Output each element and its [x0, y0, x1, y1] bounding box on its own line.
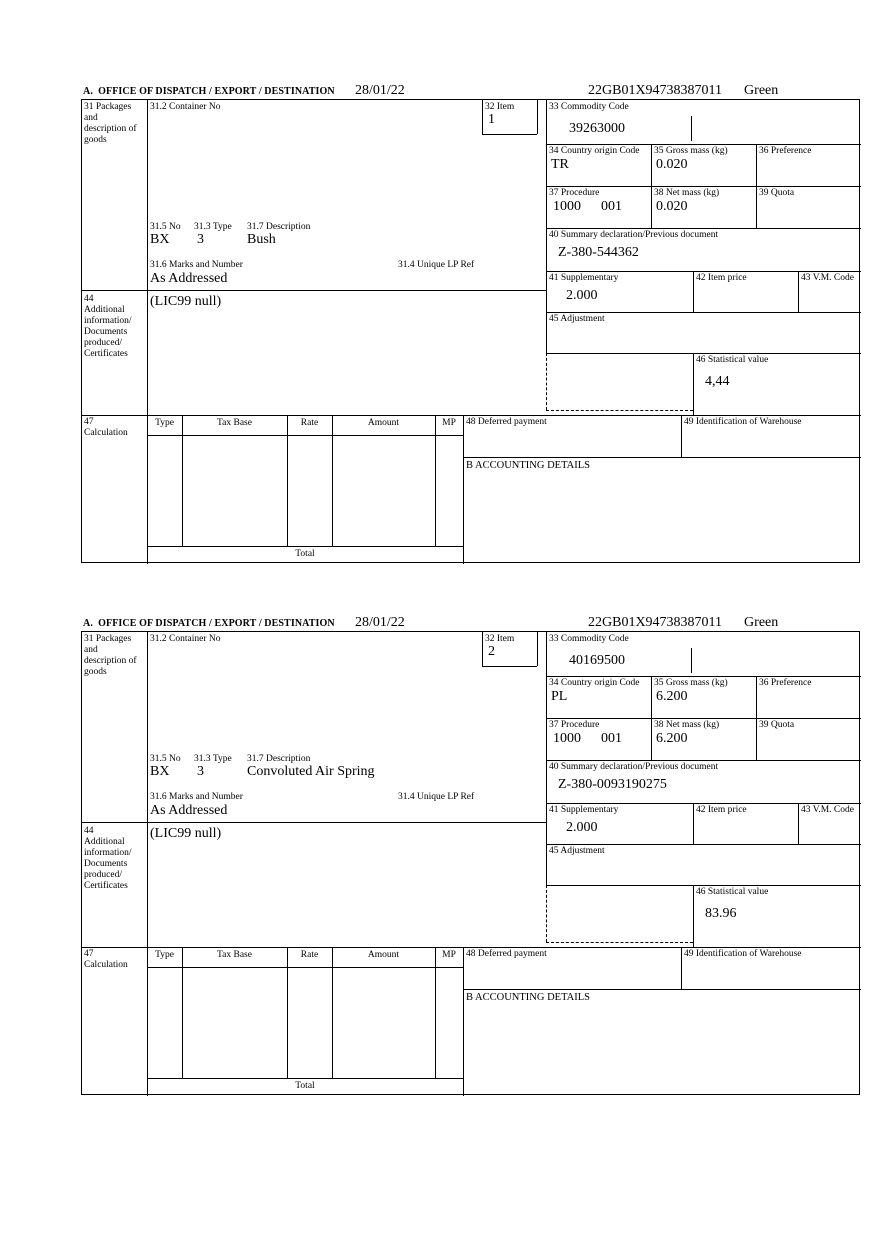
row-37-40-divider	[546, 760, 861, 761]
col-41-42-divider	[693, 271, 694, 312]
box43-label: 43 V.M. Code	[801, 273, 854, 283]
row-41-45-divider	[546, 844, 861, 845]
dispatch-date-value: 28/01/22	[355, 83, 405, 98]
procedure-extra-value: 001	[601, 731, 622, 746]
box47-top-border	[82, 415, 861, 416]
row-34-37-divider	[546, 718, 861, 719]
box31-7-label: 31.7 Description	[247, 222, 311, 232]
packages-type-value: 3	[197, 764, 204, 779]
box31-2-label: 31.2 Container No	[150, 634, 221, 644]
box32-right-border	[537, 632, 538, 666]
packages-number-value: BX	[150, 764, 170, 779]
net-mass-value: 0.020	[656, 199, 688, 214]
box31-6-label: 31.6 Marks and Number	[150, 260, 243, 270]
box35-label: 35 Gross mass (kg)	[654, 146, 728, 156]
box49-label: 49 Identification of Warehouse	[684, 949, 802, 959]
marks-value: As Addressed	[150, 803, 228, 818]
calc-total-label: Total	[295, 549, 315, 559]
box47-top-border	[82, 947, 861, 948]
box31-5-label: 31.5 No	[150, 222, 181, 232]
box32-label: 32 Item	[485, 634, 515, 644]
marks-value: As Addressed	[150, 271, 228, 286]
commodity-code-value: 39263000	[569, 121, 625, 136]
calc-col-taxbase-header: Tax Base	[217, 950, 252, 960]
box32-bottom-border	[482, 134, 537, 135]
packages-number-value: BX	[150, 232, 170, 247]
box45-label: 45 Adjustment	[549, 846, 605, 856]
box33-bottom-border	[546, 144, 861, 145]
gross-mass-value: 0.020	[656, 157, 688, 172]
box31-label: 31 Packages and description of goods	[84, 102, 137, 145]
accounting-details-label: B ACCOUNTING DETAILS	[466, 992, 590, 1003]
section-header	[81, 614, 861, 631]
box48-label: 48 Deferred payment	[466, 417, 547, 427]
country-origin-value: TR	[551, 157, 569, 172]
row-40-41-divider	[546, 271, 861, 272]
left-column-divider	[147, 100, 148, 564]
commodity-code-value: 40169500	[569, 653, 625, 668]
net-mass-value: 6.200	[656, 731, 688, 746]
item-number-value: 1	[488, 112, 495, 127]
calc-table-right-border	[463, 415, 464, 564]
procedure-value: 1000	[553, 731, 581, 746]
mrn-value: 22GB01X94738387011	[588, 83, 723, 98]
box46-dashed-left-border	[546, 885, 547, 942]
accounting-details-label: B ACCOUNTING DETAILS	[466, 460, 590, 471]
box36-label: 36 Preference	[759, 678, 812, 688]
office-of-dispatch-label: A. OFFICE OF DISPATCH / EXPORT / DESTINATION	[83, 86, 335, 97]
box47-label: 47 Calculation	[84, 417, 128, 438]
declaration-reference	[588, 615, 778, 631]
box41-label: 41 Supplementary	[549, 273, 619, 283]
dispatch-date-value: 28/01/22	[355, 615, 405, 630]
routing-status-value: Green	[744, 615, 779, 630]
left-column-divider	[147, 632, 148, 1096]
box31-6-label: 31.6 Marks and Number	[150, 792, 243, 802]
accounting-top-divider	[463, 989, 861, 990]
calc-col-rate-header: Rate	[300, 418, 319, 428]
supplementary-units-value: 2.000	[566, 288, 598, 303]
row-40-41-divider	[546, 803, 861, 804]
box33-bottom-border	[546, 676, 861, 677]
box43-label: 43 V.M. Code	[801, 805, 854, 815]
box33-label: 33 Commodity Code	[549, 102, 629, 112]
declaration-reference	[588, 83, 778, 99]
row-45-46-divider	[546, 353, 861, 354]
item-number-value: 2	[488, 644, 495, 659]
goods-description-value: Convoluted Air Spring	[247, 764, 375, 779]
box48-label: 48 Deferred payment	[466, 949, 547, 959]
office-of-dispatch-label: A. OFFICE OF DISPATCH / EXPORT / DESTINATION	[83, 618, 335, 629]
box46-left-border	[693, 885, 694, 947]
packages-type-value: 3	[197, 232, 204, 247]
box32-right-border	[537, 100, 538, 134]
calc-total-label: Total	[295, 1081, 315, 1091]
box32-left-border	[482, 632, 483, 666]
declaration-item-form	[81, 99, 860, 563]
box31-box44-divider	[82, 290, 546, 291]
calc-table-right-border	[463, 947, 464, 1096]
right-column-divider	[546, 100, 547, 353]
box46-dashed-bottom-border	[546, 942, 693, 943]
box31-4-label: 31.4 Unique LP Ref	[398, 792, 475, 802]
box46-label: 46 Statistical value	[696, 887, 769, 897]
col-48-49-divider	[681, 947, 682, 989]
box34-label: 34 Country origin Code	[549, 678, 640, 688]
previous-document-value: Z-380-544362	[558, 245, 639, 260]
statistical-value: 83.96	[705, 906, 737, 921]
additional-info-value: (LIC99 null)	[150, 294, 222, 309]
col-42-43-divider	[798, 271, 799, 312]
box38-label: 38 Net mass (kg)	[654, 720, 720, 730]
box31-2-label: 31.2 Container No	[150, 102, 221, 112]
box44-label: Additional information/ Documents produced/ Certificates	[84, 305, 132, 359]
row-34-37-divider	[546, 186, 861, 187]
calc-col-type-header: Type	[155, 950, 174, 960]
box33-label: 33 Commodity Code	[549, 634, 629, 644]
box37-label: 37 Procedure	[549, 188, 600, 198]
calc-col-rate-header: Rate	[300, 950, 319, 960]
calc-table-total-divider	[147, 546, 463, 547]
section-header	[81, 82, 861, 99]
procedure-value: 1000	[553, 199, 581, 214]
supplementary-units-value: 2.000	[566, 820, 598, 835]
declaration-item-section-1	[81, 82, 861, 564]
mrn-value: 22GB01X94738387011	[588, 615, 723, 630]
row-45-46-divider	[546, 885, 861, 886]
box46-left-border	[693, 353, 694, 415]
box44-number: 44	[84, 826, 94, 836]
box44-label: Additional information/ Documents produced/ Certificates	[84, 837, 132, 891]
additional-info-value: (LIC99 null)	[150, 826, 222, 841]
calc-col-taxbase-header: Tax Base	[217, 418, 252, 428]
declaration-item-section-2	[81, 614, 861, 1096]
accounting-top-divider	[463, 457, 861, 458]
box40-label: 40 Summary declaration/Previous document	[549, 230, 719, 240]
declaration-item-form	[81, 631, 860, 1095]
calc-col-amount-header: Amount	[367, 418, 400, 428]
box41-label: 41 Supplementary	[549, 805, 619, 815]
box32-left-border	[482, 100, 483, 134]
box40-label: 40 Summary declaration/Previous document	[549, 762, 719, 772]
box35-label: 35 Gross mass (kg)	[654, 678, 728, 688]
box36-label: 36 Preference	[759, 146, 812, 156]
box37-label: 37 Procedure	[549, 720, 600, 730]
calc-table-total-divider	[147, 1078, 463, 1079]
box49-label: 49 Identification of Warehouse	[684, 417, 802, 427]
previous-document-value: Z-380-0093190275	[558, 777, 667, 792]
calc-col-amount-header: Amount	[367, 950, 400, 960]
col-48-49-divider	[681, 415, 682, 457]
gross-mass-value: 6.200	[656, 689, 688, 704]
calc-table-header-divider	[147, 435, 463, 436]
calc-col-type-header: Type	[155, 418, 174, 428]
box32-bottom-border	[482, 666, 537, 667]
routing-status-value: Green	[744, 83, 779, 98]
box42-label: 42 Item price	[696, 805, 747, 815]
calc-col-mp-header: MP	[442, 950, 456, 960]
box31-7-label: 31.7 Description	[247, 754, 311, 764]
box31-5-label: 31.5 No	[150, 754, 181, 764]
country-origin-value: PL	[551, 689, 568, 704]
statistical-value: 4,44	[705, 374, 730, 389]
goods-description-value: Bush	[247, 232, 276, 247]
procedure-extra-value: 001	[601, 199, 622, 214]
box46-label: 46 Statistical value	[696, 355, 769, 365]
col-41-42-divider	[693, 803, 694, 844]
box32-label: 32 Item	[485, 102, 515, 112]
box45-label: 45 Adjustment	[549, 314, 605, 324]
calc-col-mp-header: MP	[442, 418, 456, 428]
box38-label: 38 Net mass (kg)	[654, 188, 720, 198]
box31-4-label: 31.4 Unique LP Ref	[398, 260, 475, 270]
box44-number: 44	[84, 294, 94, 304]
box46-dashed-left-border	[546, 353, 547, 410]
commodity-code-check-tick	[691, 648, 692, 673]
box47-label: 47 Calculation	[84, 949, 128, 970]
box31-label: 31 Packages and description of goods	[84, 634, 137, 677]
col-42-43-divider	[798, 803, 799, 844]
box31-box44-divider	[82, 822, 546, 823]
calc-table-header-divider	[147, 967, 463, 968]
row-37-40-divider	[546, 228, 861, 229]
box39-label: 39 Quota	[759, 188, 795, 198]
box42-label: 42 Item price	[696, 273, 747, 283]
box46-dashed-bottom-border	[546, 410, 693, 411]
row-41-45-divider	[546, 312, 861, 313]
box39-label: 39 Quota	[759, 720, 795, 730]
box31-3-label: 31.3 Type	[194, 222, 232, 232]
box31-3-label: 31.3 Type	[194, 754, 232, 764]
right-column-divider	[546, 632, 547, 885]
box34-label: 34 Country origin Code	[549, 146, 640, 156]
commodity-code-check-tick	[691, 116, 692, 141]
